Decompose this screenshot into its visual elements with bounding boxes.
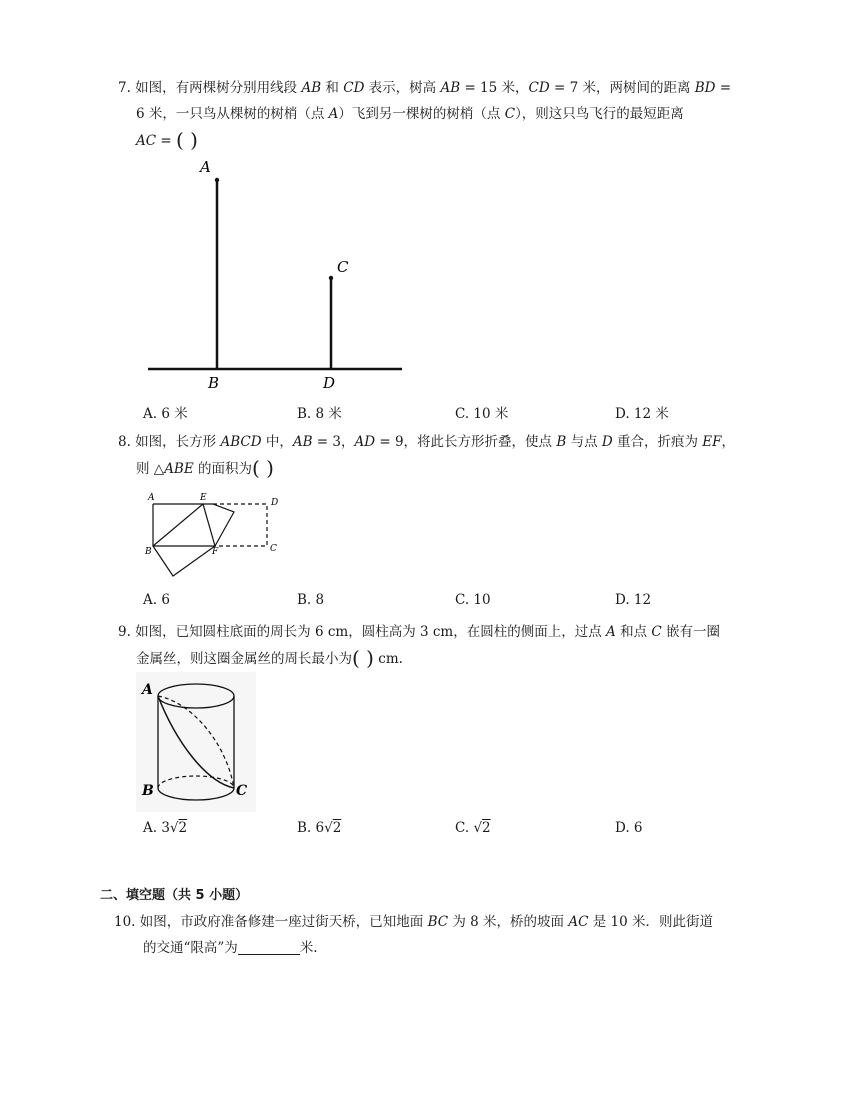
answer-paren: ( ) (252, 456, 274, 480)
label-B: B (208, 374, 220, 392)
q9-option-d: D. 6 (615, 820, 643, 836)
label-A: A (148, 493, 155, 503)
q9-figure (136, 672, 256, 812)
q8-option-b: B. 8 (297, 592, 325, 608)
label-D: D (323, 374, 336, 392)
label-C: C (337, 258, 349, 276)
q7-line-1: 7. 如图，有两棵树分别用线段 AB 和 CD 表示，树高 AB = 15 米，CD = 7 米，两树间的距离 BD = (118, 80, 732, 96)
label-A: A (142, 682, 153, 698)
section-title: 二、填空题（共 5 小题） (100, 888, 249, 903)
q9-option-c: C. √2 (455, 820, 491, 836)
q10-line-1: 10. 如图，市政府准备修建一座过街天桥，已知地面 BC 为 8 米，桥的坡面 AC 是 10 米．则此街道 (114, 914, 713, 930)
q8-line-2: 则 △ABE 的面积为( ) (136, 456, 274, 480)
label-E: E (200, 493, 207, 503)
label-F: F (212, 547, 219, 557)
q7-option-b: B. 8 米 (297, 406, 342, 422)
q8-line-1: 8. 如图，长方形 ABCD 中，AB = 3，AD = 9，将此长方形折叠，使点 B 与点 D 重合，折痕为 EF， (118, 434, 736, 450)
q9-option-b: B. 6√2 (297, 820, 342, 836)
q7-figure (140, 150, 410, 395)
label-B: B (142, 783, 154, 799)
q9-option-a: A. 3√2 (143, 820, 188, 836)
label-A: A (200, 158, 211, 176)
q7-option-c: C. 10 米 (455, 406, 509, 422)
q7-option-d: D. 12 米 (615, 406, 669, 422)
answer-paren: ( ) (352, 646, 374, 670)
answer-paren: ( ) (176, 128, 198, 152)
q8-option-c: C. 10 (455, 592, 491, 608)
q8-option-d: D. 12 (615, 592, 652, 608)
label-D: D (271, 498, 279, 508)
q7-line-2: 6 米，一只鸟从棵树的树梢（点 A）飞到另一棵树的树梢（点 C），则这只鸟飞行的最短距离 (136, 106, 684, 122)
q7-option-a: A. 6 米 (143, 406, 188, 422)
q9-line-2: 金属丝，则这圈金属丝的周长最小为( ) cm. (136, 646, 403, 670)
answer-blank[interactable] (238, 940, 300, 955)
q9-line-1: 9. 如图，已知圆柱底面的周长为 6 cm，圆柱高为 3 cm，在圆柱的侧面上，过点 A 和点 C 嵌有一圈 (118, 624, 721, 640)
q7-line-3: AC = ( ) (136, 128, 198, 152)
q8-figure (140, 488, 290, 580)
q10-line-2: 的交通“限高”为 米. (143, 940, 318, 956)
label-C: C (236, 783, 248, 799)
q8-option-a: A. 6 (143, 592, 170, 608)
label-B: B (145, 547, 152, 557)
label-C: C (270, 544, 277, 554)
